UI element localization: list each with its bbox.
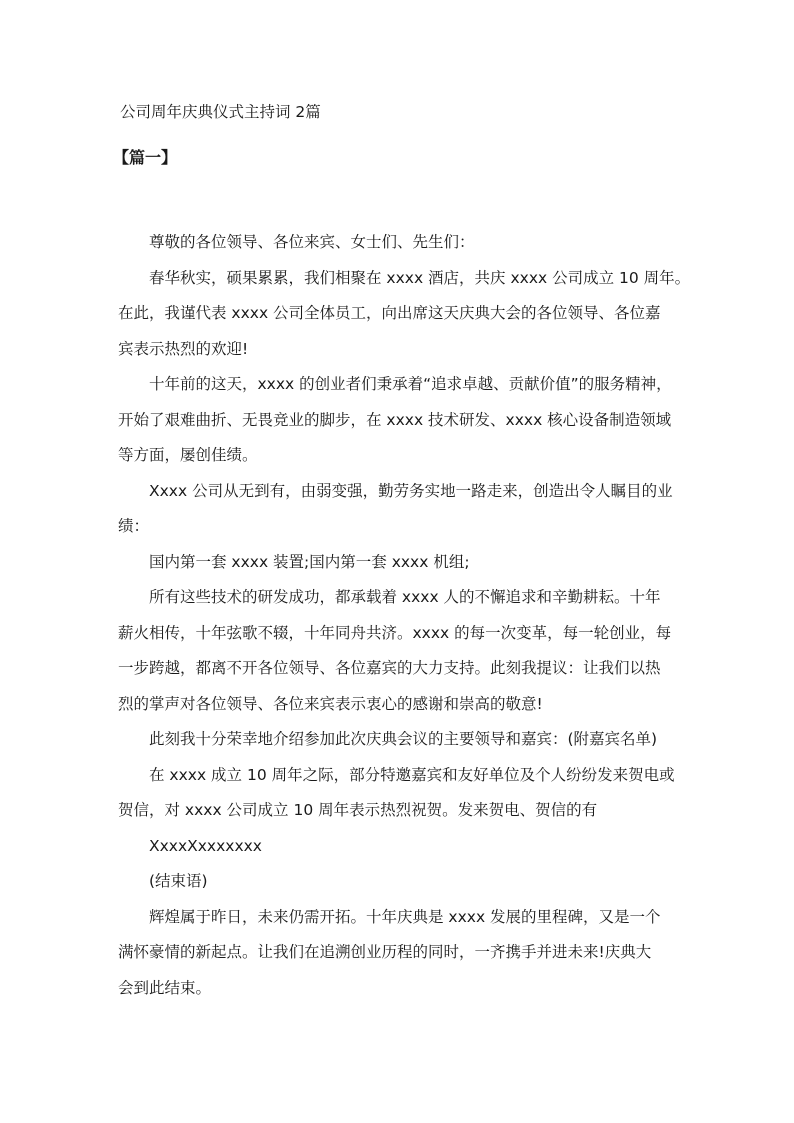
paragraph-line: 辉煌属于昨日，未来仍需开拓。十年庆典是 xxxx 发展的里程碑，又是一个: [149, 907, 661, 926]
paragraph-guest-intro: [118, 722, 683, 758]
paragraph-line: 开始了艰难曲折、无畏竞业的脚步，在 xxxx 技术研发、xxxx 核心设备制造领域: [118, 410, 672, 429]
paragraph-history: [118, 367, 683, 474]
document-body: [118, 225, 691, 1006]
paragraph-line: 贺信，对 xxxx 公司成立 10 周年表示热烈祝贺。发来贺电、贺信的有: [118, 801, 598, 819]
paragraph-line: 满怀豪情的新起点。让我们在追溯创业历程的同时，一齐携手并进未来!庆典大: [118, 943, 652, 961]
paragraph-firsts: [118, 545, 683, 581]
paragraph-line: (结束语): [149, 872, 208, 890]
paragraph-closing-label: [118, 864, 683, 900]
paragraph-line: 在此，我谨代表 xxxx 公司全体员工，向出席这天庆典大会的各位领导、各位嘉: [118, 304, 661, 322]
paragraph-closing: [118, 900, 683, 1007]
section-heading: 【篇一】: [113, 148, 178, 167]
paragraph-line: 薪火相传，十年弦歌不辍，十年同舟共济。xxxx 的每一次变革，每一轮创业，每: [118, 623, 672, 642]
paragraph-line: 烈的掌声对各位领导、各位来宾表示衷心的感谢和崇高的敬意!: [118, 694, 543, 713]
paragraph-line: 一步跨越，都离不开各位领导、各位嘉宾的大力支持。此刻我提议：让我们以热: [118, 659, 661, 677]
paragraph-line: 在 xxxx 成立 10 周年之际，部分特邀嘉宾和友好单位及个人纷纷发来贺电或: [149, 765, 675, 784]
paragraph-line: Xxxx 公司从无到有，由弱变强，勤劳务实地一路走来，创造出令人瞩目的业: [149, 481, 673, 500]
paragraph-senders: [118, 829, 683, 865]
document-title: 公司周年庆典仪式主持词 2篇: [120, 103, 321, 121]
paragraph-welcome: [118, 261, 691, 368]
paragraph-thanks: [118, 580, 683, 722]
paragraph-line: 宾表示热烈的欢迎!: [118, 339, 249, 358]
paragraph-line: 国内第一套 xxxx 装置;国内第一套 xxxx 机组;: [149, 552, 470, 571]
paragraph-achievements: [118, 474, 683, 545]
paragraph-greeting: [118, 225, 683, 261]
paragraph-line: 春华秋实，硕果累累，我们相聚在 xxxx 酒店，共庆 xxxx 公司成立 10 周年。: [149, 268, 691, 287]
paragraph-line: 尊敬的各位领导、各位来宾、女士们、先生们：: [149, 233, 475, 251]
paragraph-congratulations: [118, 758, 683, 829]
paragraph-line: 十年前的这天，xxxx 的创业者们秉承着“追求卓越、贡献价值”的服务精神，: [149, 375, 672, 393]
paragraph-line: 等方面，屡创佳绩。: [118, 446, 258, 464]
paragraph-line: XxxxXxxxxxxx: [149, 836, 262, 855]
paragraph-line: 所有这些技术的研发成功，都承载着 xxxx 人的不懈追求和辛勤耕耘。十年: [149, 588, 661, 606]
paragraph-line: 此刻我十分荣幸地介绍参加此次庆典会议的主要领导和嘉宾：(附嘉宾名单): [149, 730, 658, 748]
paragraph-line: 绩：: [118, 517, 150, 535]
paragraph-line: 会到此结束。: [118, 978, 212, 997]
